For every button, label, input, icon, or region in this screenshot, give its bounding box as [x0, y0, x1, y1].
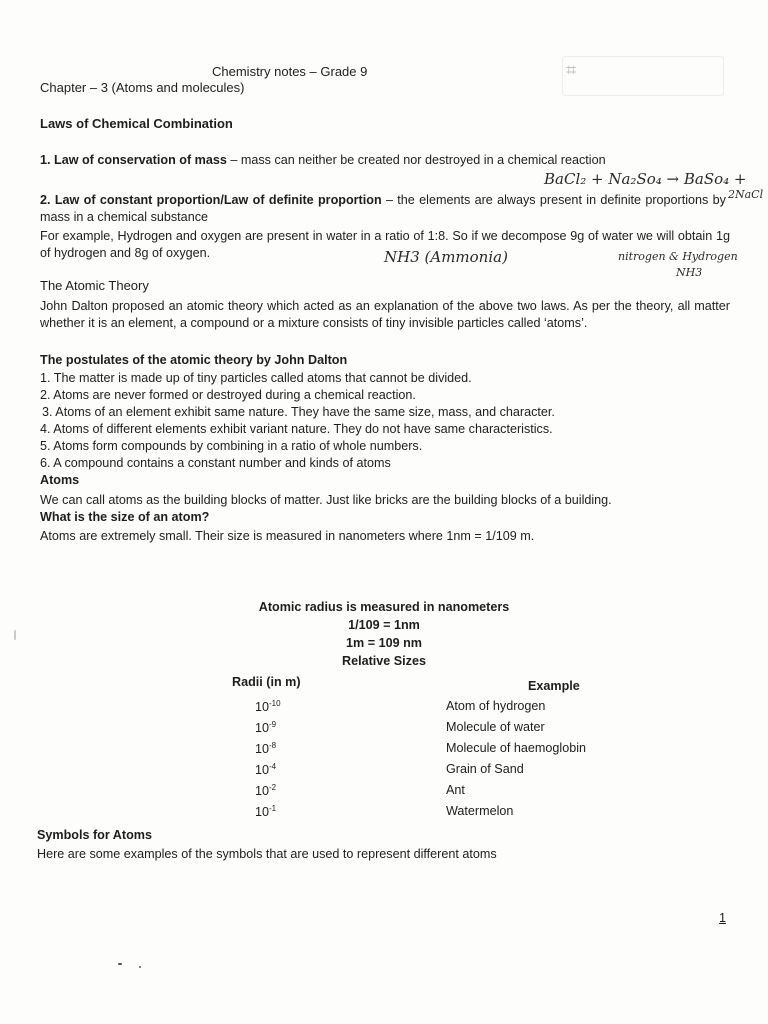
radius-example: Watermelon — [446, 804, 514, 818]
atomic-theory-heading: The Atomic Theory — [40, 278, 149, 293]
radius-value: $10^{-1}$ — [255, 804, 277, 820]
symbols-text: Here are some examples of the symbols that are used to represent different atoms — [37, 847, 497, 861]
law-1 — [40, 152, 606, 169]
law-1-title: 1. Law of conservation of mass — [40, 153, 227, 167]
radius-value: $10^{-8}$ — [255, 741, 277, 757]
stamp-mark-icon: ⌗ — [566, 60, 577, 80]
atoms-heading: Atoms — [40, 473, 80, 487]
atom-size-text: Atoms are extremely small. Their size is measured in nanometers where 1nm = 1/109 m. — [40, 529, 535, 543]
handwritten-reaction-tail: 2NaCl — [728, 188, 764, 201]
radius-example: Atom of hydrogen — [446, 699, 546, 713]
radius-line-3: 1m = 109 nm — [346, 636, 422, 650]
postulate-item: 5. Atoms form compounds by combining in a ratio of whole numbers. — [40, 439, 423, 453]
radius-value: $10^{-4}$ — [255, 762, 277, 778]
law-2 — [40, 192, 726, 226]
handwritten-reaction: BaCl₂ + Na₂So₄ → BaSo₄ + — [544, 170, 747, 188]
chapter-title: Chapter – 3 (Atoms and molecules) — [40, 80, 245, 95]
faded-stamp — [562, 56, 724, 96]
postulate-item: 2. Atoms are never formed or destroyed during a chemical reaction. — [40, 388, 416, 402]
law-2-text: – the elements are always present in definite proportions by mass in a chemical substance — [40, 193, 726, 224]
handwritten-nh3: NH3 — [676, 266, 703, 279]
law-2-example: For example, Hydrogen and oxygen are present in water in a ratio of 1:8. So if we decompose 9g of water we will obtain 1g of hydrogen and 8g of oxygen. — [40, 229, 730, 260]
radius-example: Ant — [446, 783, 465, 797]
symbols-heading: Symbols for Atoms — [37, 828, 152, 842]
postulate-item: 4. Atoms of different elements exhibit variant nature. They do not have same characteristics. — [40, 422, 553, 436]
page-title: Chemistry notes – Grade 9 — [212, 64, 368, 79]
radius-value: $10^{-9}$ — [255, 720, 277, 736]
postulates-heading: The postulates of the atomic theory by John Dalton — [40, 353, 348, 367]
postulate-item: 1. The matter is made up of tiny particles called atoms that cannot be divided. — [40, 371, 472, 385]
postulate-item: 3. Atoms of an element exhibit same nature. They have the same size, mass, and character. — [42, 405, 555, 419]
radius-value: $10^{-2}$ — [255, 783, 277, 799]
law-1-text: – mass can neither be created nor destroyed in a chemical reaction — [226, 153, 606, 167]
radius-value: $10^{-10}$ — [255, 699, 281, 715]
handwritten-nitrogen: nitrogen & Hydrogen — [618, 250, 738, 263]
postulate-item: 6. A compound contains a constant number and kinds of atoms — [40, 456, 391, 470]
law-2-title: 2. Law of constant proportion/Law of definite proportion — [40, 193, 382, 207]
radius-example: Molecule of water — [446, 720, 545, 734]
radius-line-2: 1/109 = 1nm — [348, 618, 420, 632]
laws-heading: Laws of Chemical Combination — [40, 116, 233, 131]
scan-speck — [118, 963, 122, 965]
radius-example: Grain of Sand — [446, 762, 524, 776]
handwritten-ammonia: NH3 (Ammonia) — [384, 248, 508, 266]
atom-size-heading: What is the size of an atom? — [40, 510, 210, 524]
scan-speck — [139, 966, 141, 968]
radius-line-1: Atomic radius is measured in nanometers — [258, 600, 510, 614]
atomic-theory-text: John Dalton proposed an atomic theory which acted as an explanation of the above two laws. As per the theory, all matter whether it is an element, a compound or a mixture consists of tiny invisible particles called ‘atoms’. — [40, 299, 730, 330]
scan-speck — [14, 630, 16, 640]
col-header-example: Example — [528, 679, 580, 693]
atoms-text: We can call atoms as the building blocks of matter. Just like bricks are the building blocks of a building. — [40, 493, 612, 507]
radius-line-4: Relative Sizes — [341, 654, 426, 668]
col-header-radii: Radii (in m) — [232, 675, 301, 689]
radius-example: Molecule of haemoglobin — [446, 741, 587, 755]
page-number: 1 — [719, 911, 727, 925]
